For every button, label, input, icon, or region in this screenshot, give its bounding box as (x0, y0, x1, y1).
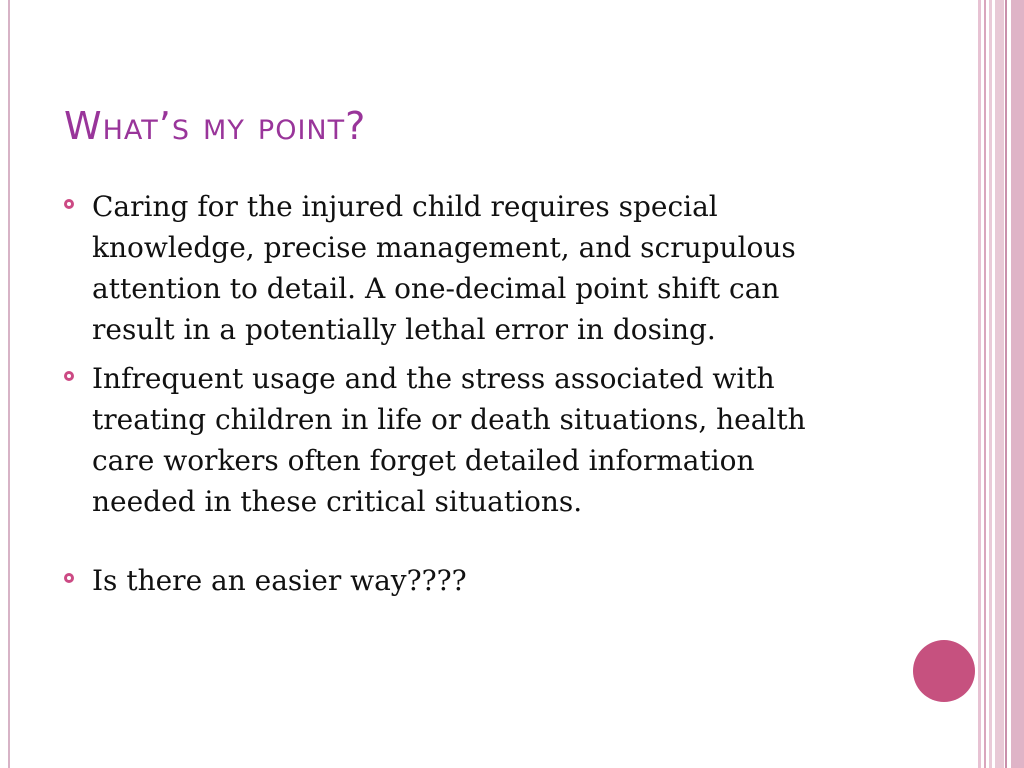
right-stripe (984, 0, 986, 768)
right-stripe (989, 0, 992, 768)
bullet-item (64, 358, 864, 522)
left-border-line (8, 0, 10, 768)
bullet-text: Is there an easier way???? (92, 564, 467, 597)
bullet-list (64, 186, 864, 609)
right-stripe (1005, 0, 1007, 768)
bullet-item (64, 186, 864, 350)
decorative-circle (913, 640, 975, 702)
right-stripe (995, 0, 1004, 768)
right-stripe (1011, 0, 1024, 768)
bullet-ring-icon (64, 573, 74, 583)
bullet-ring-icon (64, 199, 74, 209)
slide-title: What’s my point? (64, 104, 367, 148)
bullet-text: Infrequent usage and the stress associated with treating children in life or death situations, health care workers often forget detailed information needed in these critical situations. (92, 362, 806, 518)
bullet-ring-icon (64, 371, 74, 381)
right-stripe (978, 0, 981, 768)
bullet-item (64, 560, 864, 601)
bullet-text: Caring for the injured child requires special knowledge, precise management, and scrupulous attention to detail. A one-decimal point shift can result in a potentially lethal error in dosing. (92, 190, 796, 346)
